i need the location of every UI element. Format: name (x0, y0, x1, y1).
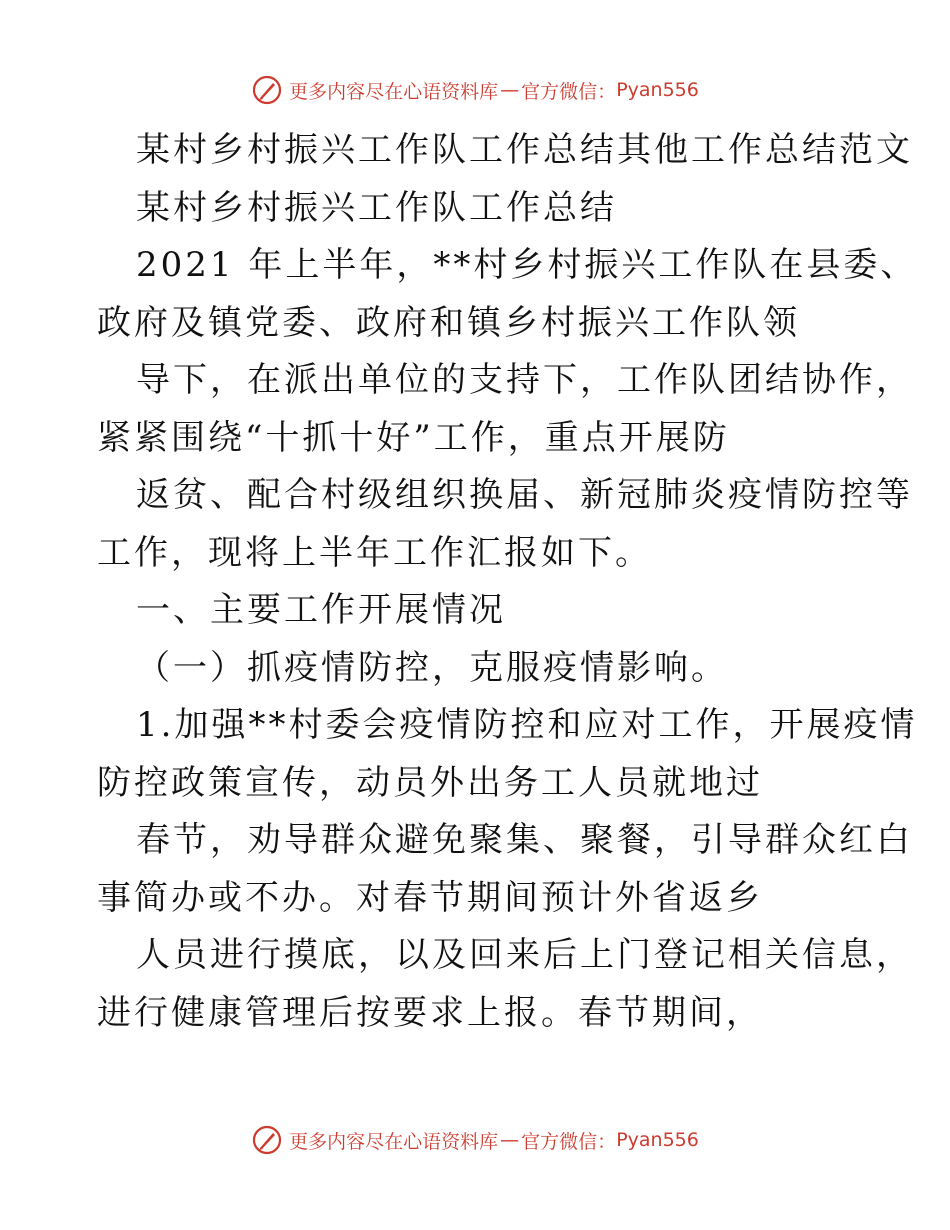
watermark-wechat-label: 官方微信： (521, 80, 617, 103)
document-line: 1.加强**村委会疫情防控和应对工作，开展疫情 (136, 705, 918, 745)
document-line: 某村乡村振兴工作队工作总结 (136, 187, 617, 228)
watermark-site-text: 更多内容尽在心语资料库 (289, 1130, 499, 1153)
document-line: 防控政策宣传，动员外出务工人员就地过 (97, 762, 763, 803)
watermark-separator: — (500, 1129, 520, 1151)
watermark-wechat-id: Pyan556 (616, 1129, 699, 1151)
document-line: 春节，劝导群众避免聚集、聚餐，引导群众红白 (136, 820, 913, 860)
document-line: 一、主要工作开展情况 (136, 590, 506, 630)
document-line: 紧紧围绕“十抓十好”工作，重点开展防 (97, 417, 730, 458)
quill-in-circle-icon (251, 74, 283, 106)
watermark-separator: — (500, 79, 520, 101)
document-line: 政府及镇党委、政府和镇乡村振兴工作队领 (97, 302, 800, 343)
document-line: 人员进行摸底，以及回来后上门登记相关信息， (136, 935, 913, 975)
watermark-banner-bottom (0, 1118, 950, 1162)
watermark-wechat-label: 官方微信： (521, 1130, 617, 1153)
watermark-wechat-id: Pyan556 (616, 79, 699, 101)
document-line: 工作，现将上半年工作汇报如下。 (97, 532, 652, 573)
document-line: 某村乡村振兴工作队工作总结其他工作总结范文 (136, 130, 913, 170)
document-line: 导下，在派出单位的支持下，工作队团结协作， (136, 360, 913, 400)
document-line: （一）抓疫情防控，克服疫情影响。 (136, 647, 728, 688)
document-line: 事简办或不办。对春节期间预计外省返乡 (97, 877, 763, 918)
quill-in-circle-icon (251, 1124, 283, 1156)
document-body (97, 122, 918, 1042)
document-line: 2021 年上半年，**村乡村振兴工作队在县委、 (136, 245, 918, 285)
document-line: 返贫、配合村级组织换届、新冠肺炎疫情防控等 (136, 475, 913, 515)
watermark-site-text: 更多内容尽在心语资料库 (289, 80, 499, 103)
document-line: 进行健康管理后按要求上报。春节期间， (97, 992, 763, 1033)
watermark-banner-top (0, 68, 950, 112)
